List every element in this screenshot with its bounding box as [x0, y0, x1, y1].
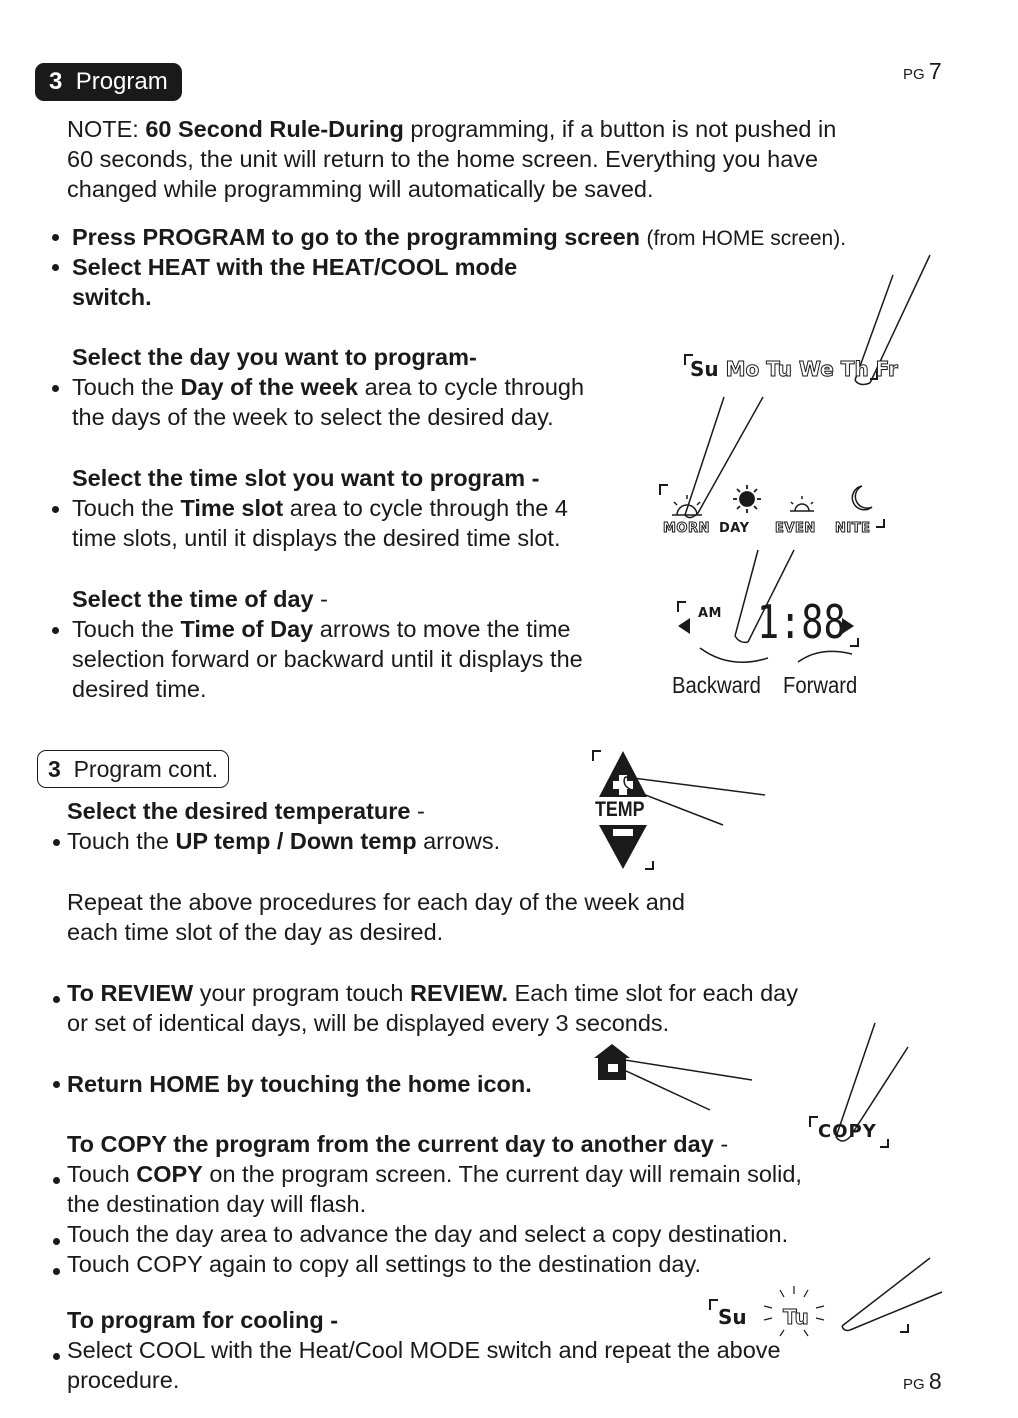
- section-title: Program cont.: [73, 756, 219, 782]
- temp-post: arrows.: [423, 828, 501, 854]
- repeat-line1: Repeat the above procedures for each day of the week and: [67, 889, 685, 915]
- corner-bracket: [645, 861, 653, 869]
- lcd-day-mo: Mo: [725, 357, 760, 381]
- step-program-normal: (from HOME screen).: [646, 227, 847, 250]
- corner-bracket: [593, 751, 601, 761]
- home-text: Return HOME by touching the home icon.: [67, 1071, 532, 1097]
- forward-curve: [798, 651, 852, 662]
- temp-pre: Touch the: [67, 828, 169, 854]
- corner-bracket: [900, 1324, 908, 1332]
- day-bold: Day of the week: [180, 374, 359, 400]
- backward-curve: [700, 648, 768, 662]
- cool-line2: procedure.: [67, 1367, 180, 1393]
- slot-post: area to cycle through the 4: [289, 495, 568, 521]
- day-lcd[interactable]: [690, 357, 898, 381]
- note-block: [67, 114, 836, 204]
- section-header-program: [35, 63, 182, 101]
- finger-line: [685, 397, 724, 515]
- note-label: NOTE:: [67, 116, 139, 142]
- bullet: [53, 996, 60, 1003]
- page-number-bottom: PG 8: [903, 1368, 942, 1394]
- review-bold2: REVIEW.: [410, 980, 508, 1006]
- tod-section: [72, 584, 583, 704]
- sunset-icon: [790, 496, 814, 511]
- finger-line: [612, 1058, 752, 1080]
- note-line2: 60 seconds, the unit will return to the home screen. Everything you have: [67, 146, 819, 172]
- day-pre: Touch the: [72, 374, 174, 400]
- lcd-day-th: Th: [840, 357, 869, 381]
- section-number: 3: [48, 756, 61, 782]
- corner-bracket: [710, 1300, 718, 1310]
- bullet: [53, 1238, 60, 1245]
- review-bold1: To REVIEW: [67, 980, 194, 1006]
- temp-bold: UP temp / Down temp: [175, 828, 417, 854]
- cool-heading: To program for cooling: [67, 1307, 324, 1333]
- day-section: [72, 342, 584, 432]
- lcd-day-we: We: [798, 357, 834, 381]
- corner-bracket: [678, 602, 686, 612]
- bullet: [53, 1177, 60, 1184]
- page-number-top: PG 7: [903, 58, 942, 84]
- moon-icon: [852, 486, 872, 510]
- cool-lcd-su[interactable]: Su: [718, 1305, 747, 1329]
- copy-b1-bold: COPY: [136, 1161, 203, 1187]
- copy-heading: To COPY the program from the current day to another day: [67, 1131, 714, 1157]
- note-line1: programming, if a button is not pushed in: [410, 116, 837, 142]
- bullet: [52, 264, 59, 271]
- corner-bracket: [810, 1117, 818, 1127]
- copy-section: [67, 1129, 802, 1279]
- copy-b2: Touch the day area to advance the day and select a copy destination.: [67, 1221, 789, 1247]
- temp-heading: Select the desired temperature: [67, 798, 411, 824]
- slot-pre: Touch the: [72, 495, 174, 521]
- cool-lcd-tu[interactable]: Tu: [783, 1305, 809, 1329]
- dash: -: [417, 798, 425, 824]
- backward-arrow-icon: [678, 618, 690, 634]
- lcd-day-fr: Fr: [875, 357, 898, 381]
- corner-bracket: [660, 485, 668, 495]
- review-line2: or set of identical days, will be displayed every 3 seconds.: [67, 1010, 670, 1036]
- slot-even: EVEN: [775, 521, 816, 536]
- review-post: Each time slot for each day: [514, 980, 798, 1006]
- section-number: 3: [49, 68, 63, 95]
- copy-b1-post: on the program screen. The current day will remain solid,: [209, 1161, 802, 1187]
- slot-bold: Time slot: [180, 495, 284, 521]
- corner-bracket: [876, 519, 884, 527]
- tod-line2: selection forward or backward until it displays the: [72, 646, 583, 672]
- dash: -: [320, 586, 328, 612]
- bullet: [53, 1081, 60, 1088]
- temp-label[interactable]: TEMP: [595, 798, 645, 821]
- step-program-bold: Press PROGRAM to go to the programming screen: [72, 224, 641, 250]
- day-post: area to cycle through: [364, 374, 585, 400]
- tod-bold: Time of Day: [180, 616, 314, 642]
- ampm-indicator: AM: [698, 606, 722, 621]
- step-heat-line2: switch.: [72, 284, 152, 310]
- lcd-day-tu: Tu: [766, 357, 792, 381]
- note-bold: 60 Second Rule-During: [145, 116, 404, 142]
- finger-line: [625, 777, 765, 795]
- step-heat: [72, 252, 517, 312]
- corner-bracket: [850, 638, 858, 646]
- temp-section: [67, 796, 500, 856]
- bullet: [53, 839, 60, 846]
- time-digits[interactable]: 1:88: [757, 595, 846, 649]
- finger-line: [836, 1023, 875, 1137]
- tod-post: arrows to move the time: [319, 616, 571, 642]
- note-line3: changed while programming will automatically be saved.: [67, 176, 654, 202]
- dash: -: [468, 344, 477, 370]
- finger-line: [735, 550, 758, 636]
- copy-b1-pre: Touch: [67, 1161, 130, 1187]
- bullet: [52, 234, 59, 241]
- backward-label: Backward: [672, 672, 761, 698]
- tod-pre: Touch the: [72, 616, 174, 642]
- step-heat-line1: Select HEAT with the HEAT/COOL mode: [72, 254, 518, 280]
- slot-section: [72, 463, 568, 553]
- finger-line: [850, 1292, 942, 1330]
- repeat-text: [67, 887, 685, 947]
- review-section: [67, 978, 798, 1038]
- bullet: [53, 1268, 60, 1275]
- copy-b3: Touch COPY again to copy all settings to the destination day.: [67, 1251, 702, 1277]
- corner-bracket: [880, 1139, 888, 1147]
- repeat-line2: each time slot of the day as desired.: [67, 919, 444, 945]
- day-heading: Select the day you want to program: [72, 344, 469, 370]
- sun-icon: [733, 485, 761, 513]
- cool-section: [67, 1305, 781, 1395]
- finger-line: [624, 1070, 710, 1110]
- copy-label[interactable]: COPY: [818, 1121, 877, 1142]
- slot-morn: MORN: [663, 521, 710, 536]
- slot-day: DAY: [719, 521, 750, 536]
- slot-nite: NITE: [835, 521, 871, 536]
- dash: -: [720, 1131, 729, 1157]
- home-illustration: [590, 1040, 760, 1115]
- copy-b1-line2: the destination day will flash.: [67, 1191, 367, 1217]
- section-header-program-cont: [37, 750, 229, 788]
- slot-heading: Select the time slot you want to program: [72, 465, 526, 491]
- dash: -: [531, 465, 540, 491]
- cool-line1: Select COOL with the Heat/Cool MODE switch and repeat the above: [67, 1337, 781, 1363]
- section-title: Program: [75, 68, 168, 95]
- bullet: [53, 1353, 60, 1360]
- slot-lcd[interactable]: [663, 521, 870, 536]
- day-line2: the days of the week to select the desired day.: [72, 404, 554, 430]
- forward-label: Forward: [783, 672, 858, 698]
- slot-line2: time slots, until it displays the desired time slot.: [72, 525, 561, 551]
- bullet: [52, 385, 59, 392]
- home-icon: [594, 1044, 630, 1058]
- bullet: [52, 506, 59, 513]
- review-mid: your program touch: [199, 980, 404, 1006]
- tod-line3: desired time.: [72, 676, 207, 702]
- bullet: [52, 627, 59, 634]
- sunrise-icon: [672, 495, 702, 515]
- lcd-day-su: Su: [690, 357, 719, 381]
- finger-line: [635, 791, 723, 825]
- tod-heading: Select the time of day: [72, 586, 314, 612]
- dash: -: [330, 1307, 339, 1333]
